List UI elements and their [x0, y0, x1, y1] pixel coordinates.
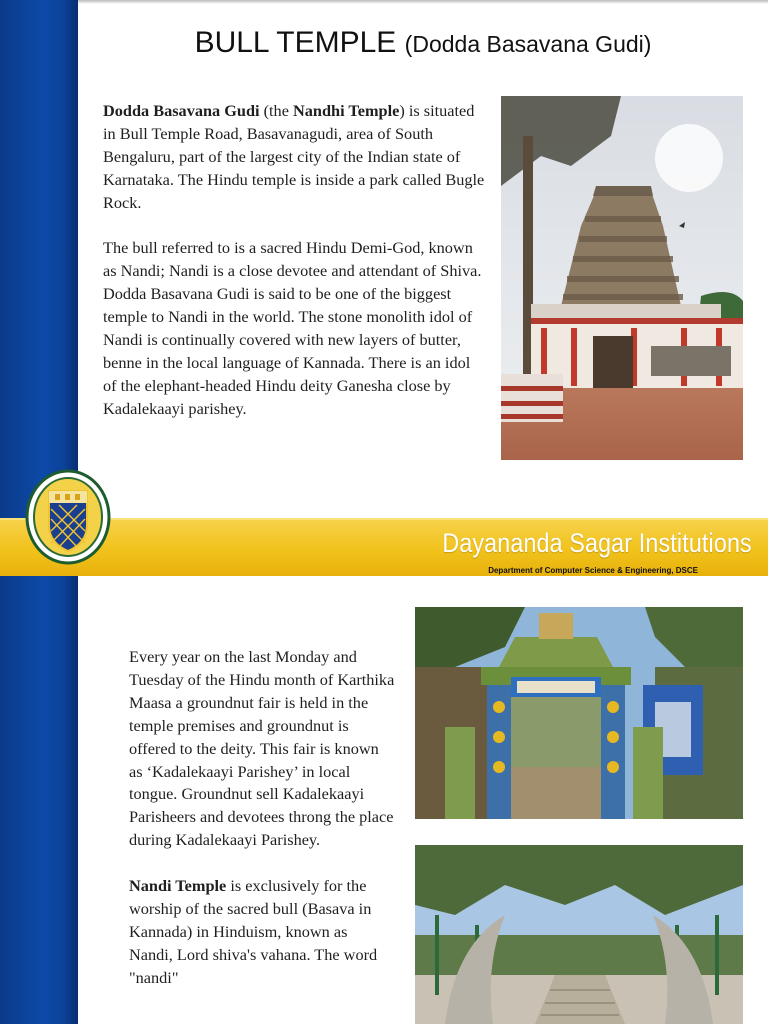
bold-nandhi-temple: Nandhi Temple	[293, 101, 400, 120]
title-subtitle: (Dodda Basavana Gudi)	[404, 31, 652, 57]
temple-photo	[501, 96, 743, 460]
institution-name: Dayananda Sagar Institutions	[442, 528, 752, 558]
temple-steps-photo	[415, 845, 743, 1024]
paragraph-groundnut-fair: Every year on the last Monday and Tuesday of the Hindu month of Karthika Maasa a groundnut fair is held in the temple premises and groundnut is offered to the deity. This fair is known as ‘Kadalekaayi Parishey’ in local tongue. Groundnut sell Kadalekaayi Parisheers and devotees throng the place during Kadalekaayi Parishey.	[129, 647, 395, 850]
title-main: BULL TEMPLE	[194, 26, 397, 59]
paragraph-intro: Dodda Basavana Gudi (the Nandhi Temple) is situated in Bull Temple Road, Basavanagudi, area of South Bengaluru, part of the largest city of the Indian state of Karnataka. The Hindu temple is inside a park called Bugle Rock.	[103, 101, 485, 212]
slide-1-body	[103, 100, 487, 421]
institution-band	[0, 518, 768, 576]
slide-title	[78, 26, 768, 60]
department-name: Department of Computer Science & Engineering, DSCE	[488, 566, 698, 575]
bold-nandi-temple: Nandi Temple	[129, 876, 227, 896]
bold-temple-name: Dodda Basavana Gudi	[103, 101, 260, 120]
slide-2-body	[129, 646, 395, 990]
institution-crest-logo	[25, 469, 111, 565]
temple-gate-photo	[415, 607, 743, 819]
paragraph-nandi: The bull referred to is a sacred Hindu Demi-God, known as Nandi; Nandi is a close devotee and attendant of Shiva. Dodda Basavana Gudi is said to be one of the biggest temple to Nandi in the world. The stone monolith idol of Nandi is continually covered with new layers of butter, benne in the local language of Kannada. There is an idol of the elephant-headed Hindu deity Ganesha close by Kadalekaayi parishey.	[103, 238, 482, 418]
paragraph-nandi-temple: Nandi Temple is exclusively for the worship of the sacred bull (Basava in Kannada) in Hinduism, known as Nandi, Lord shiva's vahana. The word "nandi"	[129, 876, 378, 987]
